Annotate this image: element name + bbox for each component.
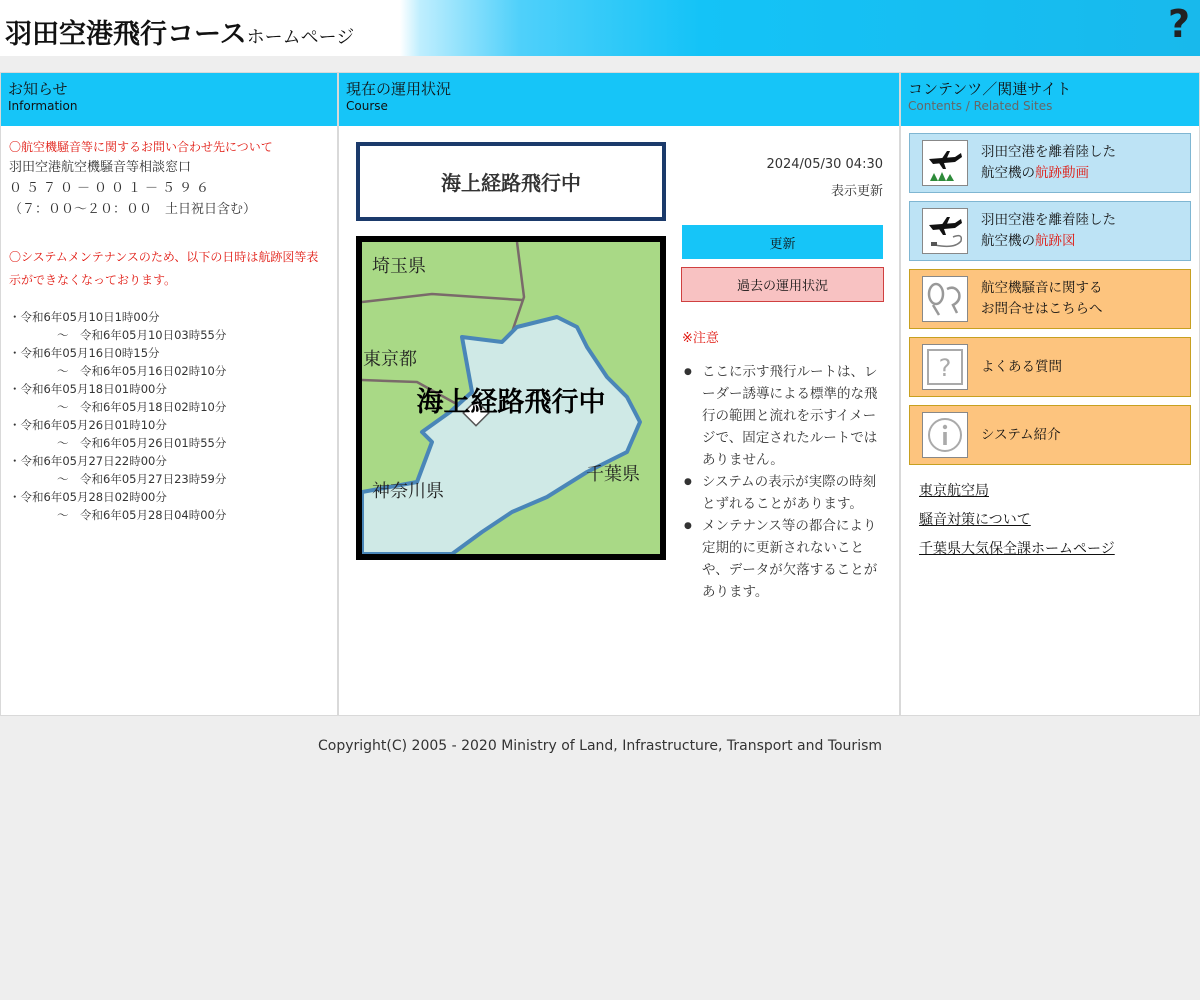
- contents-panel: [900, 72, 1200, 716]
- contact-icon: [922, 276, 968, 322]
- track-map-button[interactable]: [909, 201, 1191, 261]
- information-subtitle: Information: [8, 99, 78, 113]
- inquiry-tel: ０５７０－００１－５９６: [9, 181, 214, 196]
- footer-copyright: Copyright(C) 2005 - 2020 Ministry of Land, Infrastructure, Transport and Tourism: [317, 738, 883, 754]
- update-label: 表示更新: [830, 184, 883, 199]
- content-buttons: [909, 133, 1191, 473]
- map-status-overlay: 海上経路飛行中: [416, 387, 606, 418]
- title-box: [0, 0, 400, 56]
- information-panel: [0, 72, 338, 716]
- course-subtitle: Course: [346, 99, 388, 113]
- inquiry-office: 羽田空港航空機騒音等相談窓口: [9, 160, 192, 175]
- help-icon[interactable]: ?: [1167, 2, 1190, 46]
- faq-label: よくある質問: [981, 358, 1062, 375]
- link-tokyo-aviation-bureau[interactable]: 東京航空局: [919, 483, 989, 499]
- button-line2-highlight: 航跡図: [1035, 233, 1076, 249]
- course-panel-header: [339, 73, 899, 126]
- maintenance-notice: 〇システムメンテナンスのため、以下の日時は航跡図等表示ができなくなっております。: [9, 250, 319, 287]
- course-title: 現在の運用状況: [346, 80, 452, 98]
- operation-status: 海上経路飛行中: [356, 142, 666, 221]
- schedule-from: ・令和6年05月26日01時10分: [9, 418, 167, 432]
- schedule-to: ～ 令和6年05月27日23時59分: [57, 472, 227, 486]
- noise-contact-button[interactable]: [909, 269, 1191, 329]
- site-title-sub: ホームページ: [246, 27, 355, 48]
- map-label-kanagawa: 神奈川県: [372, 481, 444, 502]
- system-intro-button[interactable]: [909, 405, 1191, 465]
- header-bar: [0, 0, 1200, 56]
- schedule-from: ・令和6年05月10日1時00分: [9, 310, 160, 324]
- map-label-tokyo: 東京都: [363, 349, 417, 370]
- svg-text:?: ?: [938, 354, 952, 382]
- update-info: [766, 151, 883, 205]
- button-line2-prefix: 航空機の: [981, 165, 1035, 181]
- button-line1: 羽田空港を離着陸した: [981, 144, 1116, 160]
- note-item: ● メンテナンス等の都合により定期的に更新されないことや、データが欠落することがあります。: [682, 515, 882, 603]
- link-noise-measures[interactable]: 騒音対策について: [919, 512, 1031, 528]
- related-links: [919, 477, 1115, 564]
- noise-contact-label: [981, 278, 1103, 320]
- route-map[interactable]: [356, 236, 666, 560]
- airplane-video-icon: [922, 140, 968, 186]
- schedule-from: ・令和6年05月28日02時00分: [9, 490, 167, 504]
- schedule-to: ～ 令和6年05月10日03時55分: [57, 328, 227, 342]
- maintenance-schedule: [9, 308, 329, 524]
- schedule-to: ～ 令和6年05月26日01時55分: [57, 436, 227, 450]
- caution-label: ※注意: [682, 331, 719, 346]
- button-line2: [981, 163, 1116, 184]
- faq-button[interactable]: [909, 337, 1191, 397]
- information-title: お知らせ: [8, 80, 68, 98]
- track-video-label: [981, 142, 1116, 184]
- button-line2-prefix: 航空機の: [981, 233, 1035, 249]
- note-item: ● ここに示す飛行ルートは、レーダー誘導による標準的な飛行の範囲と流れを示すイメージで、固定されたルートではありません。: [682, 361, 882, 471]
- site-title[interactable]: [5, 12, 354, 51]
- schedule-to: ～ 令和6年05月18日02時10分: [57, 400, 227, 414]
- schedule-to: ～ 令和6年05月16日02時10分: [57, 364, 227, 378]
- button-line2: お問合せはこちらへ: [981, 301, 1103, 317]
- map-label-chiba: 千葉県: [586, 464, 640, 485]
- system-intro-label: システム紹介: [981, 426, 1061, 443]
- link-chiba-air-quality[interactable]: 千葉県大気保全課ホームページ: [919, 541, 1115, 557]
- past-status-button[interactable]: 過去の運用状況: [681, 267, 884, 302]
- note-item: ● システムの表示が実際の時刻とずれることがあります。: [682, 471, 882, 515]
- button-line1: 羽田空港を離着陸した: [981, 212, 1116, 228]
- refresh-button[interactable]: 更新: [682, 225, 883, 259]
- airplane-track-icon: [922, 208, 968, 254]
- course-panel: [338, 72, 900, 716]
- info-icon: [922, 412, 968, 458]
- update-datetime: 2024/05/30 04:30: [766, 157, 883, 172]
- track-video-button[interactable]: [909, 133, 1191, 193]
- schedule-from: ・令和6年05月18日01時00分: [9, 382, 167, 396]
- contents-panel-header: [901, 73, 1199, 126]
- question-icon: [922, 344, 968, 390]
- button-line1: 航空機騒音に関する: [981, 280, 1103, 296]
- caution-notes: [682, 361, 882, 603]
- inquiry-hours: （７：００～２０：００ 土日祝日含む）: [9, 202, 257, 217]
- schedule-to: ～ 令和6年05月28日04時00分: [57, 508, 227, 522]
- site-title-main: 羽田空港飛行コース: [5, 19, 247, 50]
- schedule-from: ・令和6年05月16日0時15分: [9, 346, 160, 360]
- inquiry-heading: 〇航空機騒音等に関するお問い合わせ先について: [9, 140, 273, 154]
- schedule-from: ・令和6年05月27日22時00分: [9, 454, 167, 468]
- information-panel-header: [1, 73, 337, 126]
- contents-subtitle: Contents / Related Sites: [908, 99, 1053, 113]
- track-map-label: [981, 210, 1116, 252]
- button-line2: [981, 231, 1116, 252]
- contents-title: コンテンツ／関連サイト: [908, 80, 1072, 98]
- button-line2-highlight: 航跡動画: [1035, 165, 1089, 181]
- map-label-saitama: 埼玉県: [372, 256, 426, 277]
- information-body: [1, 126, 337, 536]
